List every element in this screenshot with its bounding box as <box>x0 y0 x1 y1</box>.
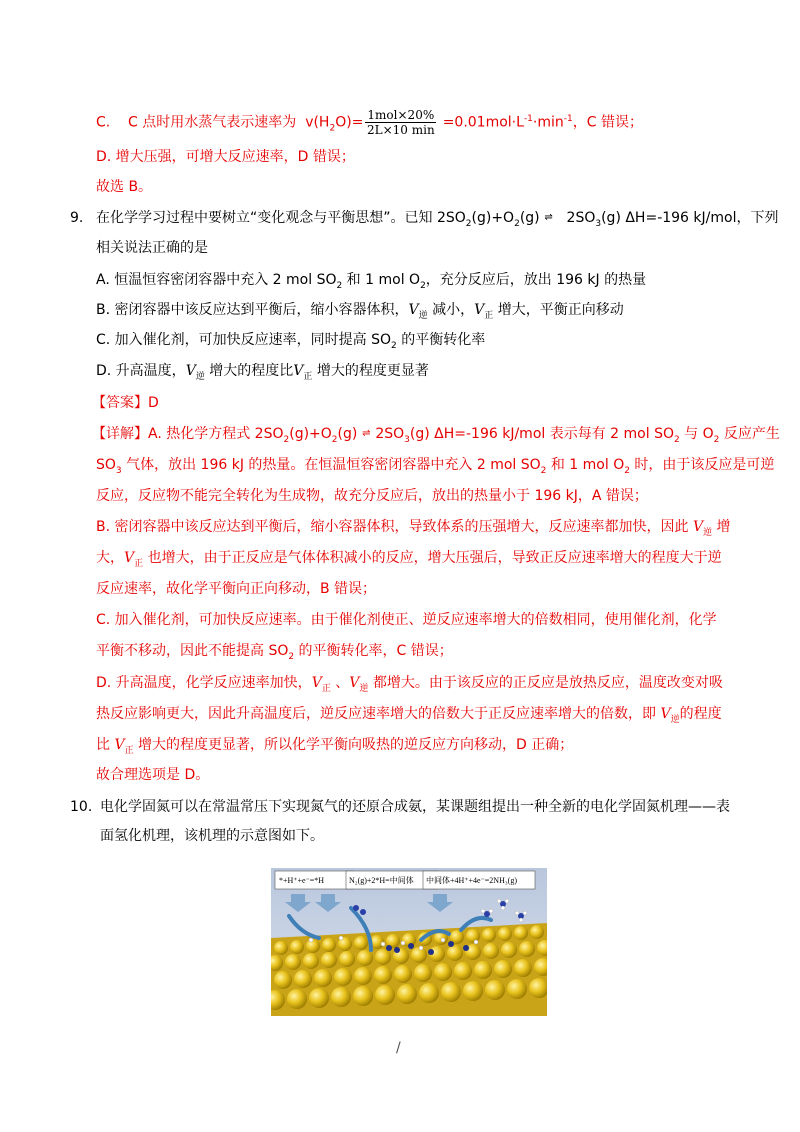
mechanism-figure <box>271 868 547 1016</box>
detail-line-11: 比 $V_正$ 增大的程度更显著，所以化学平衡向吸热的逆反应方向移动，D 正确； <box>96 737 574 756</box>
q9-option-a: A. 恒温恒容密闭容器中充入 2 mol $SO_2$ 和 1 mol $O_2$，充分反应后，放出 196 kJ 的热量 <box>96 272 647 291</box>
detail-line-8: 平衡不移动，因此不能提高 $SO_2$ 的平衡转化率，C 错误； <box>96 643 453 662</box>
q9-stem-line2: 相关说法正确的是 <box>96 240 208 256</box>
equilibrium-arrow-icon: ⇌ <box>362 428 371 439</box>
step1-label: *+H⁺+e⁻=*H <box>279 876 325 885</box>
detail-line-4: B. 密闭容器中该反应达到平衡后，缩小容器体积，导致体系的压强增大，反应速率都加快，因此 $V_逆$ 增 <box>96 519 731 538</box>
prev-option-c: C. C 点时用水蒸气表示速率为 $v(H_2O)=$ $\frac{\text{1mol×20\%}}{2L\times 10 \min}$ $=0.01mol\cdot L^{-1}\cdot\min^{-1}$，C 错误； <box>96 108 643 137</box>
q10-stem-line2: 面氢化机理，该机理的示意图如下。 <box>100 828 324 844</box>
q9-option-d: D. 升高温度，$V_逆$ 增大的程度比$V_正$ 增大的程度更显著 <box>96 363 429 382</box>
detail-line-7: C. 加入催化剂，可加快反应速率。由于催化剂使正、逆反应速率增大的倍数相同，使用催化剂，化学 <box>96 612 717 628</box>
q10-stem-line1: 电化学固氮可以在常温常压下实现氮气的还原合成氨，某课题组提出一种全新的电化学固氮机理——表 <box>100 799 730 815</box>
q9-option-c: C. 加入催化剂，可加快反应速率，同时提高 $SO_2$ 的平衡转化率 <box>96 332 486 351</box>
q10-number: 10. <box>70 799 93 815</box>
detail-line-6: 反应速率，故化学平衡向正向移动，B 错误； <box>96 581 377 597</box>
step3-label: 中间体+4H⁺+4e⁻=2NH₃(g) <box>426 876 517 885</box>
detail-line-1: 【详解】A. 热化学方程式 $2SO_2(g)+O_2(g)$ ⇌ $2SO_3(g)$ ΔH=-196 kJ/mol 表示每有 2 mol $SO_2$ 与 $O_2$ 反应产生 <box>92 426 780 445</box>
prev-conclusion: 故选 B。 <box>96 179 153 195</box>
detail-line-5: 大，$V_正$ 也增大，由于正反应是气体体积减小的反应，增大压强后，导致正反应速率增大的程度大于逆 <box>96 550 722 569</box>
detail-line-3: 反应，反应物不能完全转化为生成物，故充分反应后，放出的热量小于 196 kJ，A 错误； <box>96 488 648 504</box>
equilibrium-arrow-icon: ⇌ <box>544 212 553 223</box>
q9-number: 9. <box>70 210 84 226</box>
detail-conclusion: 故合理选项是 D。 <box>96 767 210 783</box>
q9-option-b: B. 密闭容器中该反应达到平衡后，缩小容器体积，$V_逆$ 减小，$V_正$ 增大，平衡正向移动 <box>96 302 624 321</box>
prev-option-d: D. 增大压强，可增大反应速率，D 错误； <box>96 149 355 165</box>
step2-label: N₂(g)+2*H=中间体 <box>349 876 414 885</box>
q9-answer: 【答案】D <box>92 395 159 411</box>
page-mark: / <box>396 1040 401 1056</box>
q9-stem-line1: 在化学学习过程中要树立“变化观念与平衡思想”。已知 $2SO_2(g)+O_2(g)$ ⇌ $2SO_3(g)$ ΔH=-196 kJ/mol，下列 <box>96 210 779 229</box>
detail-line-9: D. 升高温度，化学反应速率加快，$V_正$ 、$V_逆$ 都增大。由于该反应的正反应是放热反应，温度改变对吸 <box>96 675 723 694</box>
detail-line-10: 热反应影响更大，因此升高温度后，逆反应速率增大的倍数大于正反应速率增大的倍数，即 $V_逆$的程度 <box>96 706 722 725</box>
rate-fraction: $\frac{\text{1mol×20\%}}{2L\times 10 \min}$ <box>366 108 435 137</box>
detail-line-2: $SO_3$ 气体，放出 196 kJ 的热量。在恒温恒容密闭容器中充入 2 mol $SO_2$ 和 1 mol $O_2$ 时，由于该反应是可逆 <box>96 457 775 476</box>
